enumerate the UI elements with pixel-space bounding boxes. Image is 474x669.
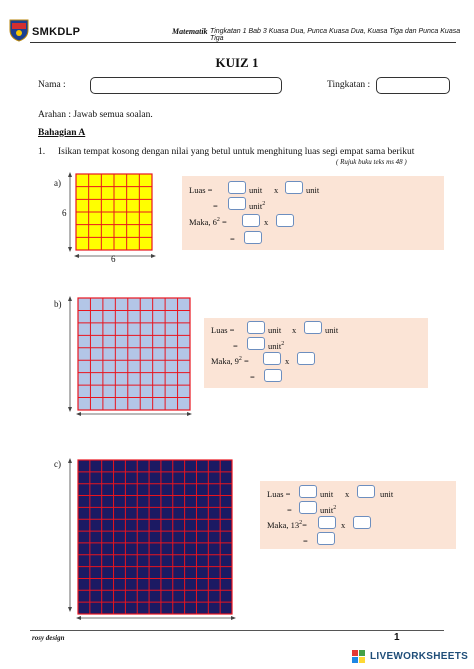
- b-answer-6[interactable]: [264, 369, 282, 382]
- name-label: Nama :: [38, 80, 66, 90]
- b-arrow-head-down: [68, 407, 72, 412]
- b-answer-5[interactable]: [297, 352, 315, 365]
- subject-name: Matematik: [172, 27, 208, 36]
- c-answer-6[interactable]: [317, 532, 335, 545]
- a-answer-6[interactable]: [244, 231, 262, 244]
- b-unit-squared-power: 2: [281, 341, 285, 348]
- b-arrow-head-right: [187, 412, 192, 416]
- grid-b: [78, 298, 190, 410]
- brand-name[interactable]: LIVEWORKSHEETS: [370, 651, 469, 662]
- part-a-label: a): [54, 178, 61, 188]
- c-unit-squared-power: 2: [333, 505, 337, 512]
- b-unit-label: unit: [268, 325, 282, 335]
- c-arrow-head-down: [68, 607, 72, 612]
- school-name: SMKDLP: [32, 26, 81, 38]
- b-arrow-head-up: [68, 296, 72, 301]
- b-maka-label: [211, 356, 249, 366]
- part-c-label: c): [54, 459, 61, 469]
- c-times-sign: x: [345, 489, 350, 499]
- arrow-head-down: [68, 247, 72, 252]
- b-unit-squared: [268, 341, 284, 351]
- a-answer-4[interactable]: [242, 214, 260, 227]
- a-answer-3[interactable]: [228, 197, 246, 210]
- a-maka-label: [189, 217, 227, 227]
- b-maka-equals: =: [243, 356, 249, 366]
- b-answer-4[interactable]: [263, 352, 281, 365]
- liveworksheets-icon: [352, 650, 366, 663]
- b-times-sign-2: x: [285, 356, 290, 366]
- b-unit-label-2: unit: [325, 325, 339, 335]
- c-unit-label-2: unit: [380, 489, 394, 499]
- arrow-head-up: [68, 172, 72, 177]
- b-answer-2[interactable]: [304, 321, 322, 334]
- c-arrow-head-left: [76, 616, 81, 620]
- question-number: 1.: [38, 147, 46, 157]
- part-b-label: b): [54, 299, 62, 309]
- c-arrow-head-up: [68, 458, 72, 463]
- b-equals: =: [233, 341, 238, 351]
- name-field[interactable]: [90, 77, 282, 94]
- c-answer-1[interactable]: [299, 485, 317, 498]
- b-arrow-head-left: [76, 412, 81, 416]
- b-answer-1[interactable]: [247, 321, 265, 334]
- b-times-sign: x: [292, 325, 297, 335]
- section-heading: Bahagian A: [38, 128, 86, 138]
- page-title: KUIZ 1: [215, 55, 259, 70]
- a-times-sign-2: x: [264, 217, 269, 227]
- designer-signature: rosy design: [32, 634, 65, 642]
- level-label: Tingkatan :: [327, 80, 371, 90]
- c-luas-label: Luas =: [267, 489, 291, 499]
- c-maka-label: [267, 520, 307, 530]
- c-equals: =: [287, 505, 292, 515]
- a-equals: =: [213, 201, 218, 211]
- c-times-sign-2: x: [341, 520, 346, 530]
- b-unit-squared-text: unit: [268, 341, 282, 351]
- a-unit-squared-text: unit: [249, 201, 263, 211]
- b-maka-power: 2: [238, 356, 242, 363]
- grid-b-background: [78, 298, 190, 410]
- b-maka-text: Maka, 9: [211, 356, 239, 366]
- a-unit-squared: [249, 201, 265, 211]
- c-arrow-head-right: [231, 616, 236, 620]
- c-maka-equals: =: [302, 520, 307, 530]
- a-answer-5[interactable]: [276, 214, 294, 227]
- c-unit-squared-text: unit: [320, 505, 334, 515]
- a-answer-1[interactable]: [228, 181, 246, 194]
- grid-c-background: [78, 460, 232, 614]
- a-unit-squared-power: 2: [262, 201, 266, 208]
- c-answer-3[interactable]: [299, 501, 317, 514]
- c-unit-label: unit: [320, 489, 334, 499]
- b-equals-2: =: [250, 372, 255, 382]
- textbook-reference: ( Rujuk buku teks ms 48 ): [336, 158, 407, 166]
- arrow-head-right: [151, 254, 156, 258]
- c-unit-squared: [320, 505, 336, 515]
- a-unit-label: unit: [249, 185, 263, 195]
- b-answer-3[interactable]: [247, 337, 265, 350]
- footer-divider: [30, 630, 444, 631]
- a-times-sign: x: [274, 185, 279, 195]
- c-maka-text: Maka, 13: [267, 520, 300, 530]
- instruction-text: Arahan : Jawab semua soalan.: [38, 110, 153, 120]
- part-a-diagram: [62, 170, 172, 260]
- c-answer-2[interactable]: [357, 485, 375, 498]
- page-number: 1: [394, 632, 400, 643]
- a-maka-power: 2: [216, 217, 220, 224]
- a-unit-label-2: unit: [306, 185, 320, 195]
- part-c-diagram: [62, 452, 242, 628]
- a-maka-text: Maka, 6: [189, 217, 217, 227]
- a-maka-equals: =: [221, 217, 227, 227]
- question-text: Isikan tempat kosong dengan nilai yang betul untuk menghitung luas segi empat sama berikut: [58, 147, 415, 157]
- grid-a: [76, 174, 152, 250]
- a-answer-2[interactable]: [285, 181, 303, 194]
- header-divider: [30, 42, 456, 43]
- school-logo: [8, 18, 30, 42]
- grid-c: [78, 460, 232, 614]
- part-a-side-left: 6: [62, 208, 67, 218]
- c-maka-power: 2: [299, 520, 303, 527]
- a-luas-label: Luas =: [189, 185, 213, 195]
- c-equals-2: =: [303, 536, 308, 546]
- part-b-diagram: [62, 292, 202, 422]
- a-equals-2: =: [230, 234, 235, 244]
- level-field[interactable]: [376, 77, 450, 94]
- chapter-details: Tingkatan 1 Bab 3 Kuasa Dua, Punca Kuasa Dua, Kuasa Tiga dan Punca Kuasa Tiga: [210, 28, 461, 42]
- part-a-side-bottom: 6: [111, 254, 116, 264]
- c-answer-5[interactable]: [353, 516, 371, 529]
- b-luas-label: Luas =: [211, 325, 235, 335]
- arrow-head-left: [74, 254, 79, 258]
- c-answer-4[interactable]: [318, 516, 336, 529]
